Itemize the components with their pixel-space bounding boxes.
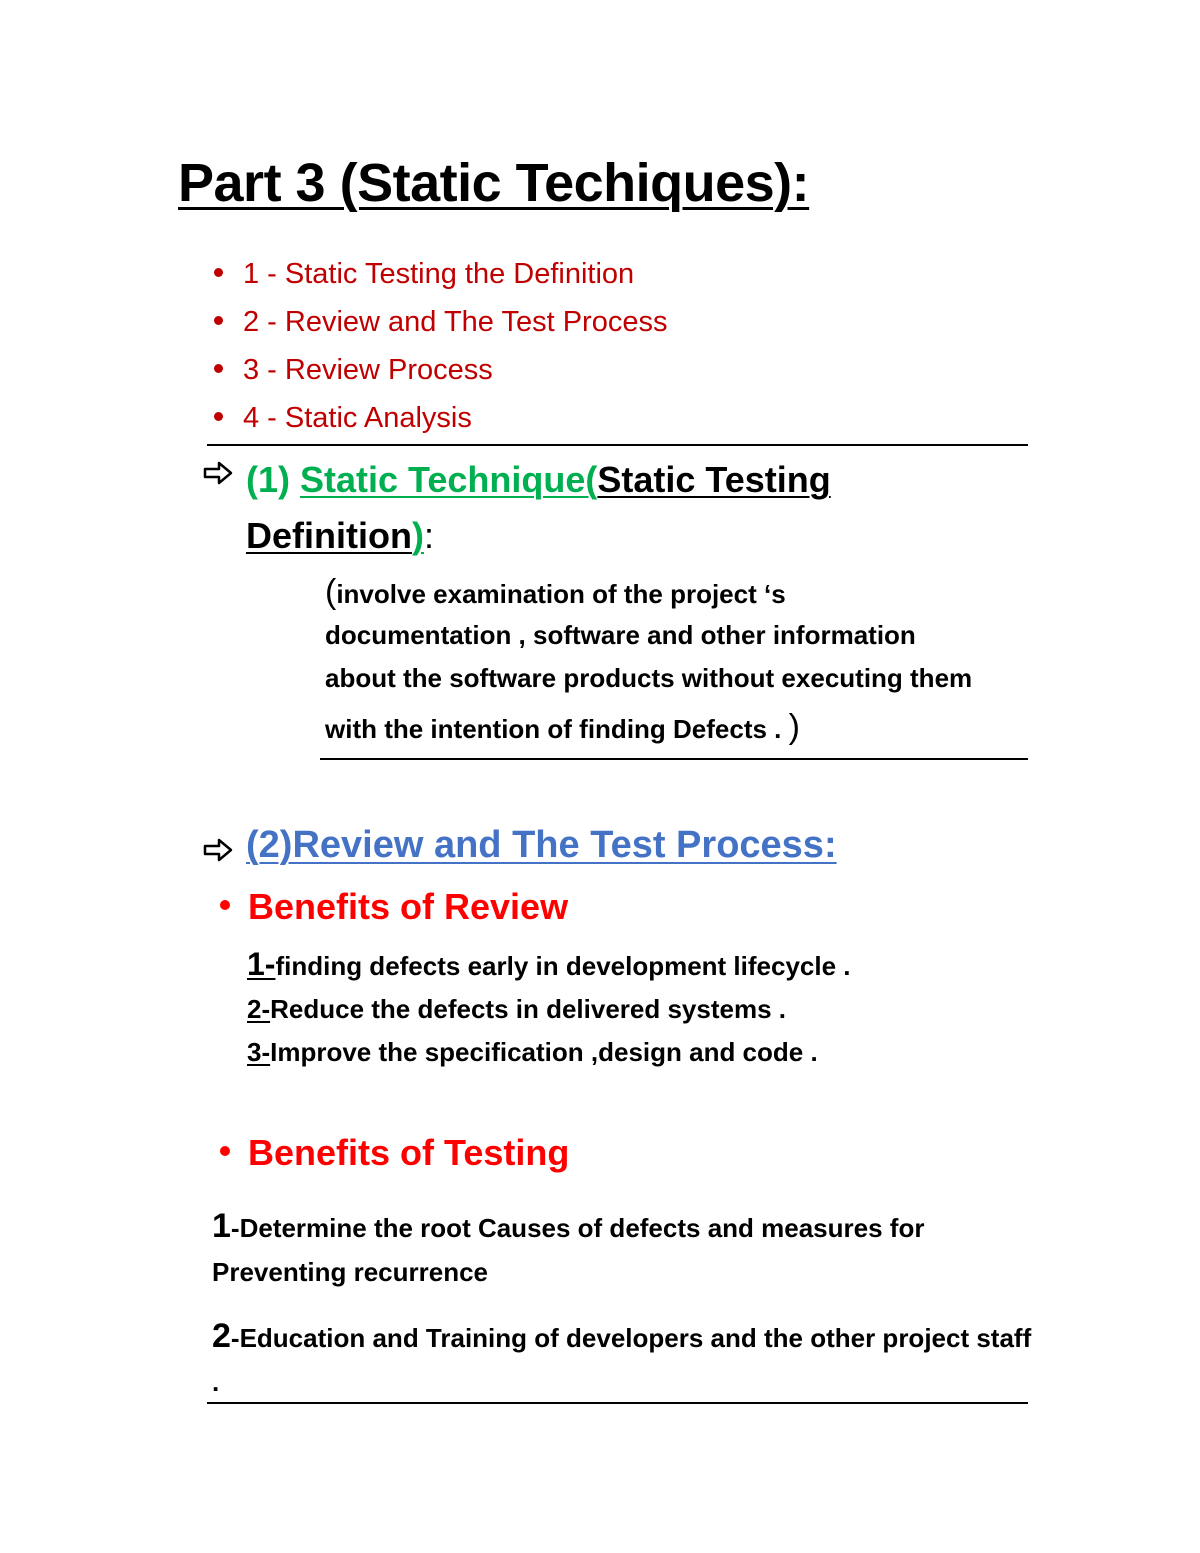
definition-text: with the intention of finding Defects . xyxy=(325,714,789,744)
definition-line-3: about the software products without executing them xyxy=(325,663,973,693)
bullet-icon xyxy=(214,364,223,373)
toc-item-label: 4 - Static Analysis xyxy=(243,402,472,434)
testing-item-1 xyxy=(212,1204,1032,1294)
definition-line-2: documentation , software and other information xyxy=(325,620,916,650)
bullet-icon xyxy=(214,412,223,421)
section1-green-title: Static Technique( xyxy=(300,459,598,500)
bullet-icon xyxy=(220,1146,230,1156)
definition-text: involve examination of the project ‘s xyxy=(336,579,786,609)
testing-item-number: 1 xyxy=(212,1207,231,1245)
toc-item-label: 2 - Review and The Test Process xyxy=(243,306,668,338)
bullet-icon xyxy=(214,268,223,277)
toc-item-3 xyxy=(214,354,493,387)
toc-item-2 xyxy=(214,306,667,339)
benefits-testing-label: Benefits of Testing xyxy=(248,1132,570,1173)
review-item-2 xyxy=(247,994,786,1025)
review-item-number: 3- xyxy=(247,1037,271,1067)
testing-item-text: -Determine the root Causes of defects and measures for Preventing recurrence xyxy=(212,1213,925,1287)
section1-close-paren: ) xyxy=(411,515,424,556)
close-paren: ) xyxy=(788,708,800,746)
benefits-testing-heading xyxy=(220,1132,569,1174)
toc-item-4 xyxy=(214,402,472,435)
benefits-review-label: Benefits of Review xyxy=(248,886,569,927)
section1-colon: : xyxy=(423,515,434,556)
page-title: Part 3 (Static Techiques): xyxy=(178,153,810,213)
testing-item-text: -Education and Training of developers and the other project staff . xyxy=(212,1323,1032,1397)
review-item-1 xyxy=(247,946,851,983)
right-arrow-icon xyxy=(203,838,233,862)
section1-number: (1) xyxy=(246,459,300,500)
bullet-icon xyxy=(214,316,223,325)
divider xyxy=(207,444,1028,446)
toc-item-1 xyxy=(214,258,634,291)
review-item-text: finding defects early in development lifecycle . xyxy=(275,951,851,981)
review-item-text: Improve the specification ,design and code . xyxy=(270,1037,818,1067)
section1-title: Static Testing Definition xyxy=(246,459,831,556)
definition-line-1 xyxy=(325,573,786,612)
divider xyxy=(320,758,1028,760)
testing-item-number: 2 xyxy=(212,1317,231,1355)
benefits-review-heading xyxy=(220,886,568,928)
toc-item-label: 1 - Static Testing the Definition xyxy=(243,258,635,290)
open-paren: ( xyxy=(325,573,337,611)
right-arrow-icon xyxy=(203,461,233,485)
testing-item-2 xyxy=(212,1314,1032,1404)
toc-item-label: 3 - Review Process xyxy=(243,354,493,386)
review-item-3 xyxy=(247,1037,818,1068)
bullet-icon xyxy=(220,900,230,910)
section2-heading: (2)Review and The Test Process: xyxy=(246,824,837,866)
section1-heading xyxy=(246,452,1026,564)
review-item-text: Reduce the defects in delivered systems . xyxy=(270,994,786,1024)
divider xyxy=(207,1402,1028,1404)
review-item-number: 2- xyxy=(247,994,271,1024)
definition-line-4 xyxy=(325,708,800,747)
review-item-number: 1- xyxy=(247,946,276,982)
